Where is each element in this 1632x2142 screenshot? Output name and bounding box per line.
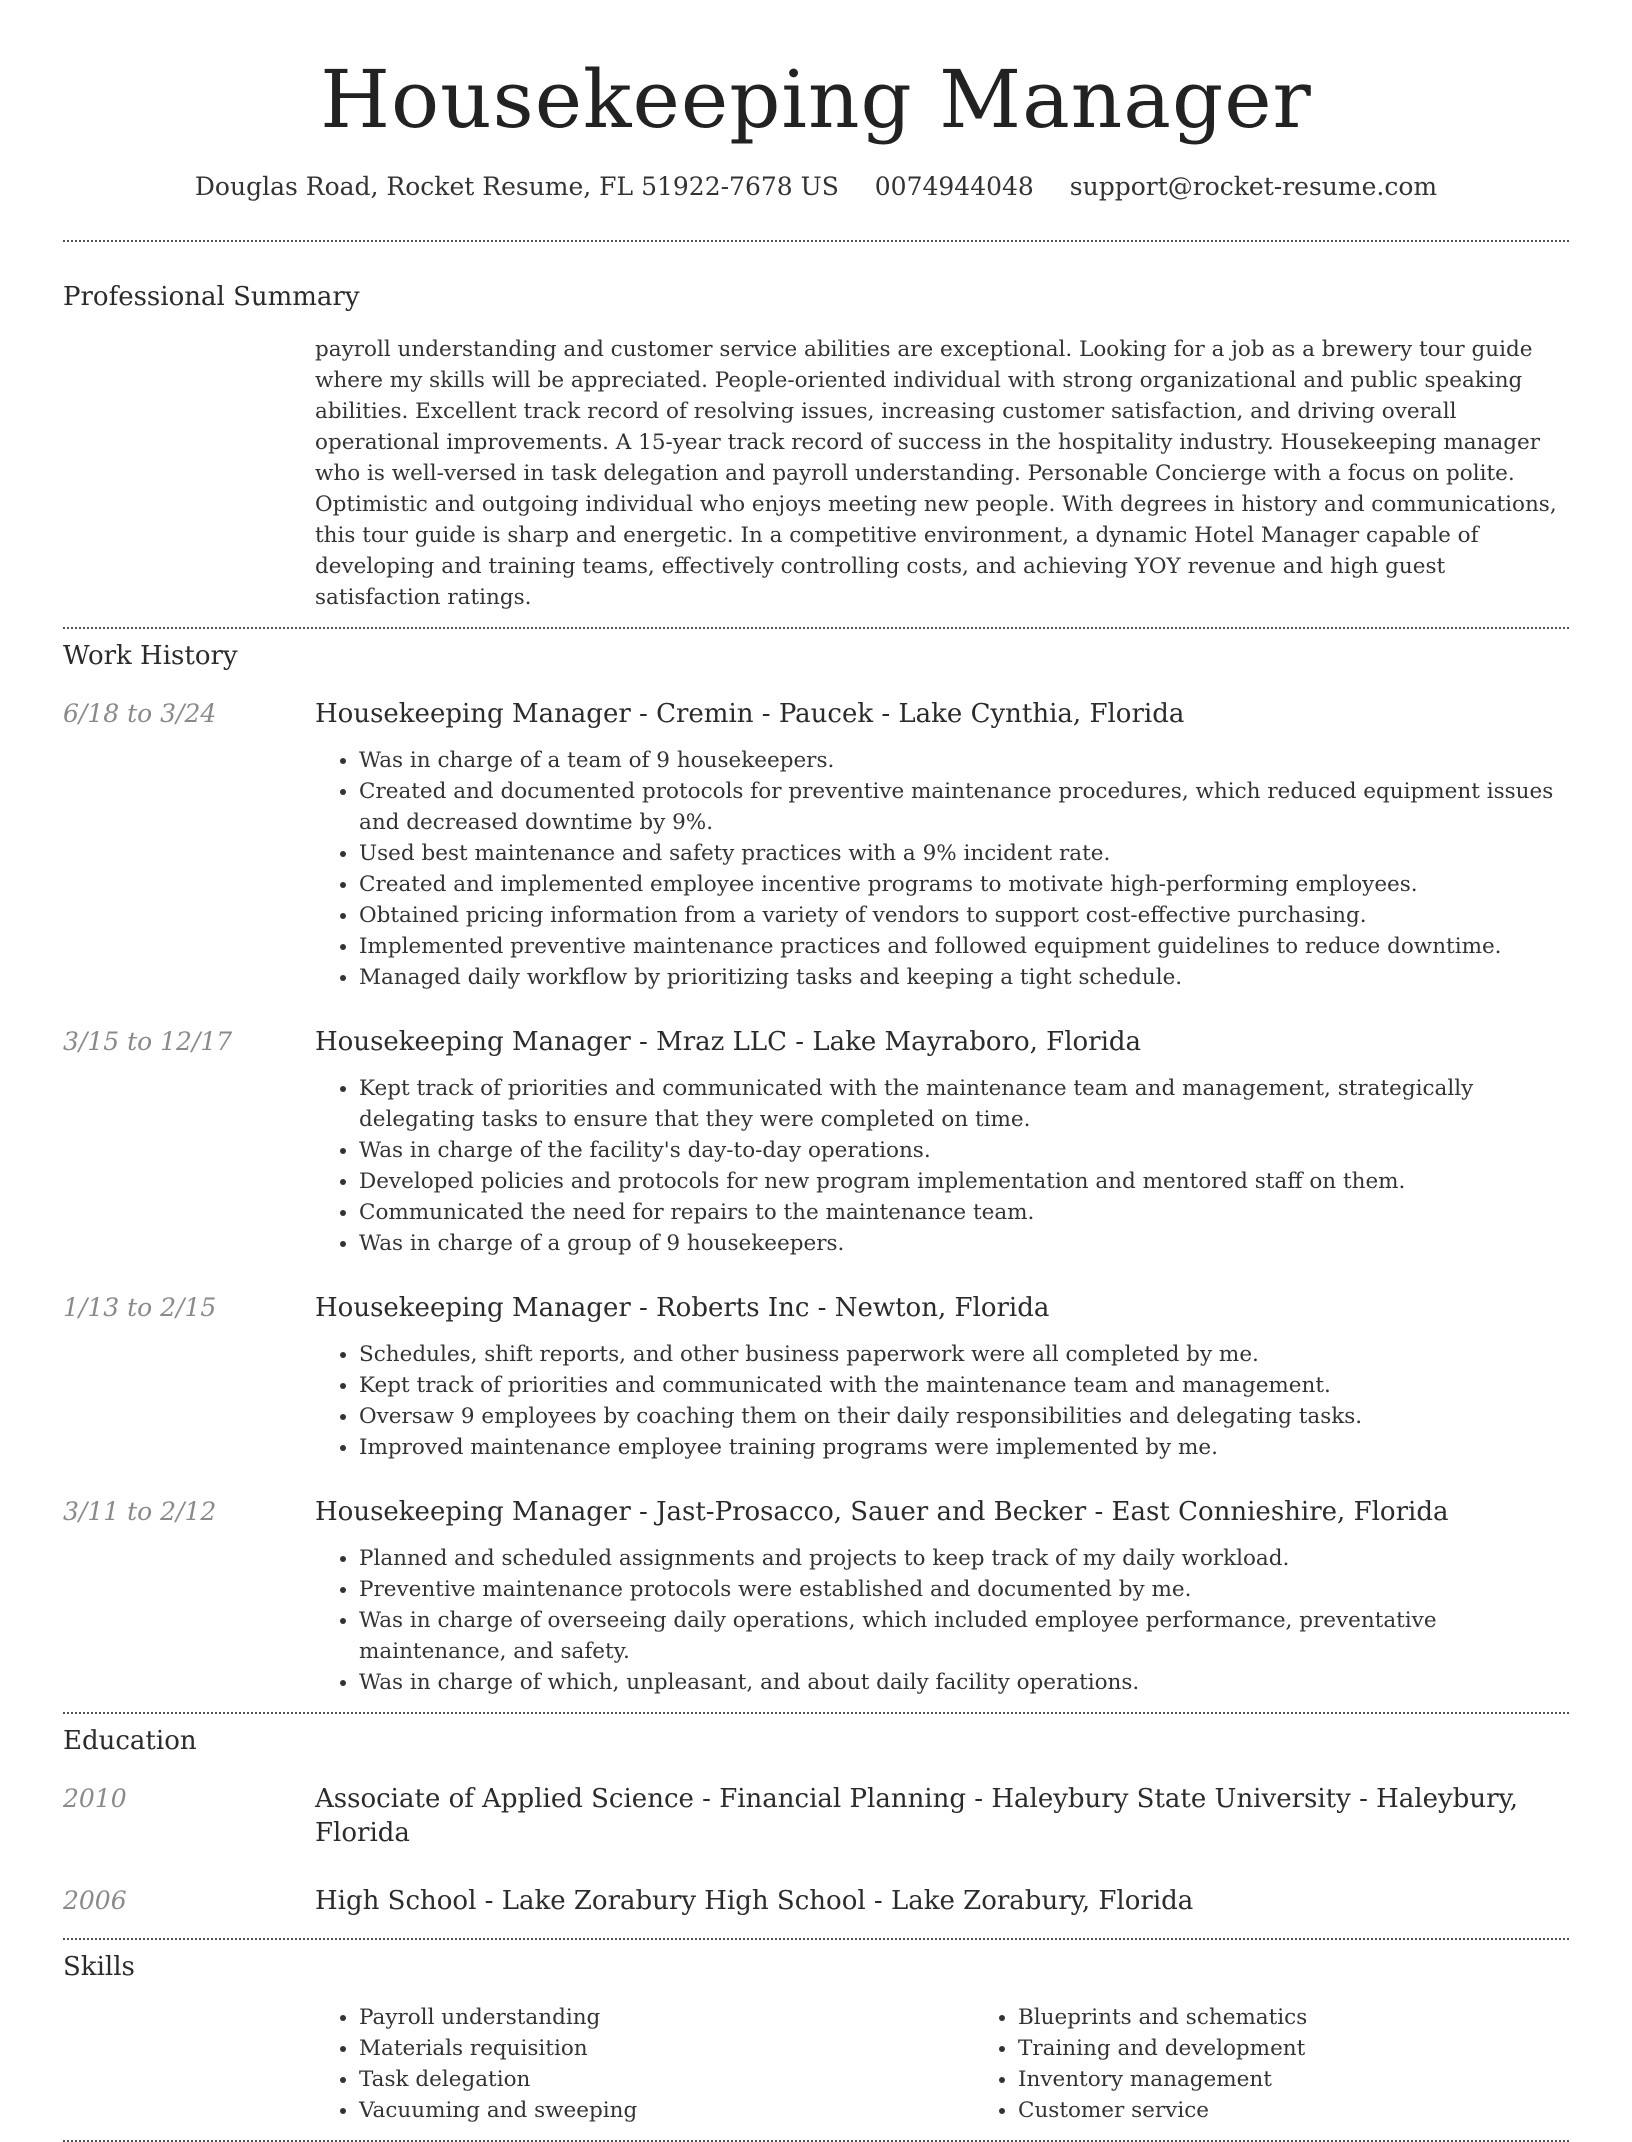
- contact-address: Douglas Road, Rocket Resume, FL 51922-7678 US: [194, 172, 839, 201]
- job-title: Housekeeping Manager - Jast-Prosacco, Sauer and Becker - East Connieshire, Florida: [315, 1497, 1449, 1527]
- summary-text: payroll understanding and customer service abilities are exceptional. Looking for a job as a brewery tour guide where my skills will be appreciated. People-oriented individual with strong organizational and public speaking abilities. Excellent track record of resolving issues, increasing customer satisfaction, and driving overall operational improvements. A 15-year track record of success in the hospitality industry. Housekeeping manager who is well-versed in task delegation and payroll understanding. Personable Concierge with a focus on polite. Optimistic and outgoing individual who enjoys meeting new people. With degrees in history and communications, this tour guide is sharp and energetic. In a competitive environment, a dynamic Hotel Manager capable of developing and training teams, effectively controlling costs, and achieving YOY revenue and high guest satisfaction ratings.: [315, 337, 1557, 610]
- list-item: • Was in charge of overseeing daily operations, which included employee performance, preventative maintenance, and safety.: [359, 1605, 1569, 1667]
- job-bullets: [315, 1543, 1569, 1698]
- section-title-summary: Professional Summary: [63, 282, 360, 312]
- list-item: • Preventive maintenance protocols were established and documented by me.: [359, 1574, 1569, 1605]
- list-item: • Communicated the need for repairs to the maintenance team.: [359, 1197, 1569, 1228]
- list-item: • Vacuuming and sweeping: [359, 2095, 974, 2126]
- list-item: • Implemented preventive maintenance practices and followed equipment guidelines to reduce downtime.: [359, 931, 1569, 962]
- skills-spacer: [63, 2002, 315, 2126]
- section-title-skills: Skills: [63, 1952, 135, 1982]
- list-item: • Blueprints and schematics: [1018, 2002, 1632, 2033]
- list-item: • Was in charge of which, unpleasant, and about daily facility operations.: [359, 1667, 1569, 1698]
- job-dates: 3/15 to 12/17: [63, 1027, 233, 1056]
- list-item: • Kept track of priorities and communicated with the maintenance team and management.: [359, 1370, 1569, 1401]
- list-item: • Developed policies and protocols for new program implementation and mentored staff on them.: [359, 1166, 1569, 1197]
- education-title: Associate of Applied Science - Financial Planning - Haleybury State University - Haleybury, Florida: [315, 1784, 1518, 1848]
- job-title: Housekeeping Manager - Cremin - Paucek - Lake Cynthia, Florida: [315, 699, 1185, 729]
- contact-line: [63, 170, 1569, 204]
- skills-list-left: [315, 2002, 974, 2126]
- job-entry: [63, 697, 1569, 993]
- job-bullets: [315, 745, 1569, 993]
- divider: [63, 1712, 1569, 1714]
- job-entry: [63, 1291, 1569, 1463]
- skills-row: [63, 2002, 1569, 2126]
- contact-phone: 0074944048: [874, 172, 1034, 201]
- resume-page: [63, 0, 1569, 2142]
- list-item: • Kept track of priorities and communicated with the maintenance team and management, strategically delegating tasks to ensure that they were completed on time.: [359, 1073, 1569, 1135]
- list-item: • Schedules, shift reports, and other business paperwork were all completed by me.: [359, 1339, 1569, 1370]
- education-entry: [63, 1884, 1569, 1918]
- job-title: Housekeeping Manager - Roberts Inc - Newton, Florida: [315, 1293, 1050, 1323]
- list-item: • Oversaw 9 employees by coaching them on their daily responsibilities and delegating tasks.: [359, 1401, 1569, 1432]
- list-item: • Training and development: [1018, 2033, 1632, 2064]
- contact-email: support@rocket-resume.com: [1069, 172, 1438, 201]
- list-item: • Used best maintenance and safety practices with a 9% incident rate.: [359, 838, 1569, 869]
- education-year: 2010: [63, 1784, 127, 1813]
- education-title: High School - Lake Zorabury High School - Lake Zorabury, Florida: [315, 1886, 1194, 1916]
- list-item: • Inventory management: [1018, 2064, 1632, 2095]
- list-item: • Planned and scheduled assignments and projects to keep track of my daily workload.: [359, 1543, 1569, 1574]
- job-dates: 3/11 to 2/12: [63, 1497, 217, 1526]
- job-title: Housekeeping Manager - Mraz LLC - Lake Mayraboro, Florida: [315, 1027, 1142, 1057]
- education-year: 2006: [63, 1886, 127, 1915]
- list-item: • Was in charge of a team of 9 housekeepers.: [359, 745, 1569, 776]
- list-item: • Managed daily workflow by prioritizing tasks and keeping a tight schedule.: [359, 962, 1569, 993]
- job-bullets: [315, 1073, 1569, 1259]
- divider: [63, 1938, 1569, 1940]
- candidate-name: Housekeeping Manager: [320, 53, 1312, 146]
- list-item: • Payroll understanding: [359, 2002, 974, 2033]
- list-item: • Improved maintenance employee training programs were implemented by me.: [359, 1432, 1569, 1463]
- list-item: • Was in charge of a group of 9 housekeepers.: [359, 1228, 1569, 1259]
- list-item: • Customer service: [1018, 2095, 1632, 2126]
- section-title-education: Education: [63, 1726, 197, 1756]
- job-dates: 1/13 to 2/15: [63, 1293, 217, 1322]
- list-item: • Materials requisition: [359, 2033, 974, 2064]
- list-item: • Obtained pricing information from a variety of vendors to support cost-effective purchasing.: [359, 900, 1569, 931]
- summary-row: [63, 334, 1569, 613]
- job-entry: [63, 1495, 1569, 1698]
- job-dates: 6/18 to 3/24: [63, 699, 217, 728]
- education-entry: [63, 1782, 1569, 1850]
- list-item: • Task delegation: [359, 2064, 974, 2095]
- skills-columns: [315, 2002, 1632, 2126]
- job-bullets: [315, 1339, 1569, 1463]
- list-item: • Was in charge of the facility's day-to-day operations.: [359, 1135, 1569, 1166]
- divider: [63, 240, 1569, 242]
- section-title-work: Work History: [63, 641, 238, 671]
- job-entry: [63, 1025, 1569, 1259]
- skills-list-right: [974, 2002, 1632, 2126]
- divider: [63, 627, 1569, 629]
- summary-spacer: [63, 334, 315, 613]
- list-item: • Created and implemented employee incentive programs to motivate high-performing employees.: [359, 869, 1569, 900]
- list-item: • Created and documented protocols for preventive maintenance procedures, which reduced equipment issues and decreased downtime by 9%.: [359, 776, 1569, 838]
